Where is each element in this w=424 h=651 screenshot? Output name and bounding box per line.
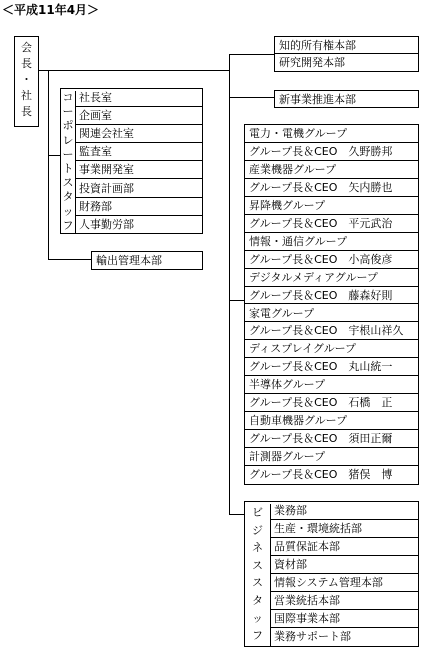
group-row: 家電グループ — [245, 305, 418, 323]
group-row: グループ長＆CEO 小高俊彦 — [245, 251, 418, 269]
export-division-label: 輸出管理本部 — [96, 254, 162, 267]
group-row: ディスプレイグループ — [245, 340, 418, 358]
hq-division-item: 知的所有権本部 — [275, 37, 418, 54]
corporate-staff-item: 監査室 — [75, 143, 202, 161]
business-staff-char: フ — [252, 629, 263, 643]
group-row: グループ長＆CEO 平元武治 — [245, 215, 418, 233]
business-groups-block — [244, 124, 419, 485]
business-staff-block — [244, 501, 419, 647]
chairman-president-char: 社 — [21, 89, 32, 102]
group-row: デジタルメディアグループ — [245, 269, 418, 287]
business-staff-item: 情報システム管理本部 — [270, 574, 418, 592]
group-row: グループ長＆CEO 藤森好則 — [245, 287, 418, 305]
corporate-staff-char: レ — [62, 133, 74, 147]
corporate-staff-block — [60, 88, 203, 234]
chairman-president-char: 会 — [21, 41, 32, 54]
business-staff-char: タ — [252, 593, 263, 607]
group-row: 半導体グループ — [245, 376, 418, 394]
group-row: グループ長＆CEO 猪俣 博 — [249, 468, 393, 482]
corporate-staff-char: タ — [62, 190, 74, 204]
business-staff-item: 営業統括本部 — [270, 592, 418, 610]
group-row: グループ長＆CEO 矢内勝也 — [245, 179, 418, 197]
corporate-staff-char: ト — [62, 162, 74, 176]
ip-rnd-block — [274, 36, 419, 72]
connector-line — [229, 300, 244, 301]
corporate-staff-item: 企画室 — [75, 107, 202, 125]
group-row: グループ長＆CEO 石橋 正 — [245, 394, 418, 412]
business-staff-item: 国際事業本部 — [270, 610, 418, 628]
group-row: グループ長＆CEO 宇根山祥久 — [245, 322, 418, 340]
corporate-staff-char: ー — [62, 147, 74, 161]
group-row: 自動車機器グループ — [245, 412, 418, 430]
new-business-box — [274, 90, 419, 108]
corporate-staff-item: 人事勤労部 — [79, 217, 134, 231]
chairman-president-box — [14, 36, 39, 127]
chairman-president-label — [15, 40, 38, 120]
corporate-staff-item: 投資計画部 — [75, 180, 202, 198]
business-staff-char: ス — [252, 576, 263, 590]
connector-line — [229, 54, 230, 514]
chairman-president-char: ・ — [21, 73, 32, 86]
business-staff-label — [245, 504, 271, 646]
group-row: 情報・通信グループ — [245, 233, 418, 251]
corporate-staff-item: 事業開発室 — [75, 161, 202, 179]
connector-line — [229, 514, 244, 515]
page-title: ＜平成11年4月＞ — [2, 3, 100, 17]
corporate-staff-char: ー — [62, 105, 74, 119]
business-staff-item: 業務サポート部 — [274, 630, 351, 643]
corporate-staff-item: 関連会社室 — [75, 125, 202, 143]
business-staff-char: ス — [252, 558, 263, 572]
corporate-staff-item: 社長室 — [75, 89, 202, 107]
connector-line — [39, 70, 229, 71]
business-staff-char: ネ — [252, 541, 263, 555]
group-row: 昇降機グループ — [245, 197, 418, 215]
business-staff-item: 品質保証本部 — [270, 538, 418, 556]
business-staff-char: ッ — [252, 611, 263, 625]
corporate-staff-char: ス — [62, 176, 74, 190]
connector-line — [48, 70, 49, 260]
business-staff-item: 資材部 — [270, 556, 418, 574]
export-division-box — [91, 251, 203, 270]
corporate-staff-char: コ — [62, 91, 74, 104]
group-row: 電力・電機グループ — [245, 125, 418, 143]
group-row: 産業機器グループ — [245, 161, 418, 179]
connector-line — [48, 155, 60, 156]
hq-division-item: 研究開発本部 — [279, 56, 345, 69]
group-row: グループ長＆CEO 丸山統一 — [245, 358, 418, 376]
chairman-president-char: 長 — [21, 57, 32, 70]
corporate-staff-char: フ — [62, 218, 74, 232]
connector-line — [229, 54, 274, 55]
business-staff-char: ジ — [252, 523, 263, 537]
business-staff-char: ビ — [252, 506, 263, 519]
corporate-staff-char: ポ — [62, 119, 74, 133]
connector-line — [229, 97, 274, 98]
group-row: 計測器グループ — [245, 448, 418, 466]
corporate-staff-char: ッ — [62, 204, 74, 218]
corporate-staff-label — [61, 91, 76, 233]
business-staff-item: 生産・環境統括部 — [270, 520, 418, 538]
corporate-staff-item: 財務部 — [75, 198, 202, 216]
connector-line — [48, 259, 91, 260]
new-business-label: 新事業推進本部 — [279, 93, 356, 106]
business-staff-item: 業務部 — [270, 502, 418, 520]
group-row: グループ長＆CEO 須田正爾 — [245, 430, 418, 448]
group-row: グループ長＆CEO 久野勝邦 — [245, 143, 418, 161]
chairman-president-char: 長 — [21, 105, 32, 118]
